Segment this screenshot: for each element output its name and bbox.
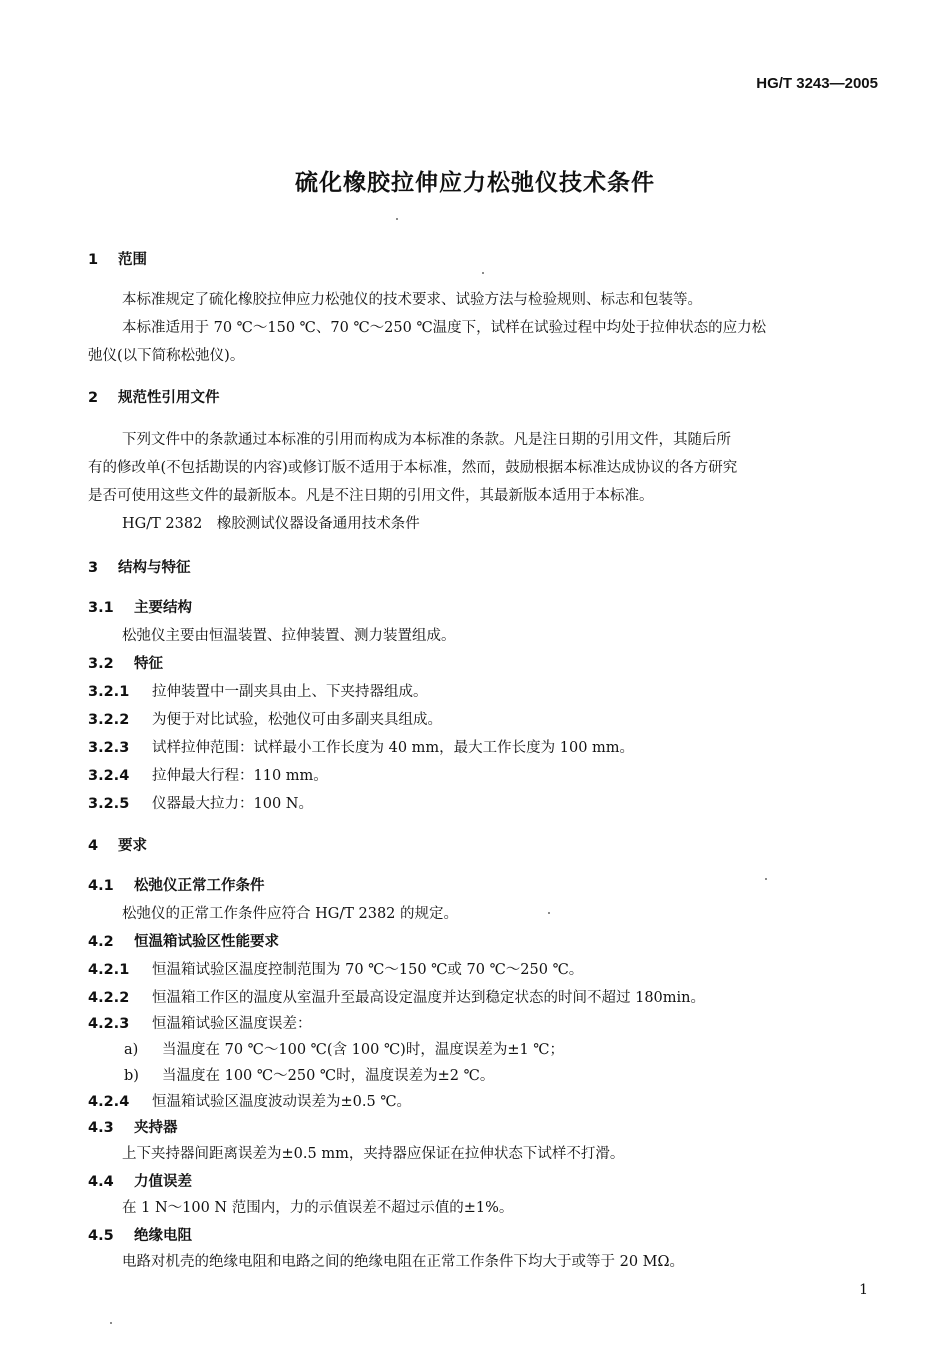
clause-text: 为便于对比试验，松弛仪可由多副夹具组成。 <box>152 712 442 728</box>
clause-4-2-3 <box>88 1012 312 1033</box>
list-item-b <box>124 1064 494 1085</box>
list-label: a) <box>124 1042 139 1058</box>
clause-title: 松弛仪正常工作条件 <box>134 878 265 894</box>
clause-number: 4.2.4 <box>88 1094 130 1110</box>
paragraph: 下列文件中的条款通过本标准的引用而构成为本标准的条款。凡是注日期的引用文件，其随后所 <box>122 432 731 448</box>
paragraph-continuation: 有的修改单(不包括勘误的内容)或修订版不适用于本标准，然而，鼓励根据本标准达成协议的各方研究 <box>88 460 738 476</box>
clause-number: 3.2.5 <box>88 796 130 812</box>
clause-number: 4.2.3 <box>88 1016 130 1032</box>
clause-3-2-4 <box>88 764 328 785</box>
clause-number: 4.2 <box>88 934 114 950</box>
paragraph: 电路对机壳的绝缘电阻和电路之间的绝缘电阻在正常工作条件下均大于或等于 20 MΩ。 <box>122 1254 685 1270</box>
clause-text: 拉伸装置中一副夹具由上、下夹持器组成。 <box>152 684 428 700</box>
standard-code: HG/T 3243—2005 <box>756 75 878 92</box>
scan-speck <box>110 1322 112 1324</box>
normative-reference: HG/T 2382 橡胶测试仪器设备通用技术条件 <box>122 516 420 532</box>
clause-text: 试样拉伸范围：试样最小工作长度为 40 mm，最大工作长度为 100 mm。 <box>152 740 635 756</box>
scan-speck <box>482 272 484 274</box>
section-title: 范围 <box>118 252 147 268</box>
clause-number: 3.2 <box>88 656 114 672</box>
clause-text: 仪器最大拉力：100 N。 <box>152 796 313 812</box>
clause-text: 拉伸最大行程：110 mm。 <box>152 768 328 784</box>
paragraph: 松弛仪主要由恒温装置、拉伸装置、测力装置组成。 <box>122 628 456 644</box>
clause-4-2-heading <box>88 930 279 951</box>
section-2-heading <box>88 386 220 407</box>
document-title: 硫化橡胶拉伸应力松弛仪技术条件 <box>295 170 655 196</box>
clause-4-5-heading <box>88 1224 192 1245</box>
clause-number: 3.2.4 <box>88 768 130 784</box>
section-number: 1 <box>88 252 99 268</box>
clause-3-2-heading <box>88 652 163 673</box>
clause-title: 恒温箱试验区性能要求 <box>134 934 279 950</box>
clause-3-2-3 <box>88 736 634 757</box>
list-label: b) <box>124 1068 139 1084</box>
list-item-a <box>124 1038 564 1059</box>
clause-3-1-heading <box>88 596 192 617</box>
clause-number: 3.2.3 <box>88 740 130 756</box>
scan-speck <box>396 218 398 220</box>
clause-text: 恒温箱试验区温度误差： <box>152 1016 312 1032</box>
paragraph: 松弛仪的正常工作条件应符合 HG/T 2382 的规定。 <box>122 906 459 922</box>
clause-number: 4.2.1 <box>88 962 130 978</box>
section-title: 规范性引用文件 <box>118 390 220 406</box>
clause-number: 4.2.2 <box>88 990 130 1006</box>
clause-number: 4.3 <box>88 1120 114 1136</box>
clause-title: 绝缘电阻 <box>134 1228 192 1244</box>
section-number: 3 <box>88 560 99 576</box>
paragraph-continuation: 是否可使用这些文件的最新版本。凡是不注日期的引用文件，其最新版本适用于本标准。 <box>88 488 654 504</box>
scan-speck <box>765 878 767 880</box>
clause-number: 4.5 <box>88 1228 114 1244</box>
section-number: 4 <box>88 838 99 854</box>
clause-title: 力值误差 <box>134 1174 192 1190</box>
clause-4-2-4 <box>88 1090 411 1111</box>
clause-title: 夹持器 <box>134 1120 178 1136</box>
clause-4-3-heading <box>88 1116 178 1137</box>
clause-3-2-5 <box>88 792 313 813</box>
section-1-heading <box>88 248 147 269</box>
list-text: 当温度在 100 ℃～250 ℃时，温度误差为±2 ℃。 <box>162 1068 495 1084</box>
clause-text: 恒温箱试验区温度控制范围为 70 ℃～150 ℃或 70 ℃～250 ℃。 <box>152 962 584 978</box>
clause-number: 4.4 <box>88 1174 114 1190</box>
clause-number: 4.1 <box>88 878 114 894</box>
paragraph: 本标准规定了硫化橡胶拉伸应力松弛仪的技术要求、试验方法与检验规则、标志和包装等。 <box>122 292 702 308</box>
clause-4-1-heading <box>88 874 265 895</box>
scan-speck <box>548 912 550 914</box>
clause-3-2-2 <box>88 708 442 729</box>
section-number: 2 <box>88 390 99 406</box>
clause-number: 3.2.2 <box>88 712 130 728</box>
paragraph: 本标准适用于 70 ℃～150 ℃、70 ℃～250 ℃温度下，试样在试验过程中均处于拉伸状态的应力松 <box>122 320 767 336</box>
paragraph: 上下夹持器间距离误差为±0.5 mm，夹持器应保证在拉伸状态下试样不打滑。 <box>122 1146 625 1162</box>
page-number: 1 <box>859 1282 868 1298</box>
section-title: 结构与特征 <box>118 560 191 576</box>
section-3-heading <box>88 556 191 577</box>
paragraph-continuation: 弛仪(以下简称松弛仪)。 <box>88 348 245 364</box>
section-4-heading <box>88 834 147 855</box>
clause-4-2-1 <box>88 958 583 979</box>
clause-title: 主要结构 <box>134 600 192 616</box>
paragraph: 在 1 N～100 N 范围内，力的示值误差不超过示值的±1%。 <box>122 1200 514 1216</box>
clause-4-4-heading <box>88 1170 192 1191</box>
section-title: 要求 <box>118 838 147 854</box>
clause-4-2-2 <box>88 986 705 1007</box>
clause-text: 恒温箱试验区温度波动误差为±0.5 ℃。 <box>152 1094 412 1110</box>
clause-3-2-1 <box>88 680 428 701</box>
clause-title: 特征 <box>134 656 163 672</box>
clause-text: 恒温箱工作区的温度从室温升至最高设定温度并达到稳定状态的时间不超过 180min。 <box>152 990 706 1006</box>
list-text: 当温度在 70 ℃～100 ℃(含 100 ℃)时，温度误差为±1 ℃； <box>162 1042 565 1058</box>
clause-number: 3.2.1 <box>88 684 130 700</box>
clause-number: 3.1 <box>88 600 114 616</box>
